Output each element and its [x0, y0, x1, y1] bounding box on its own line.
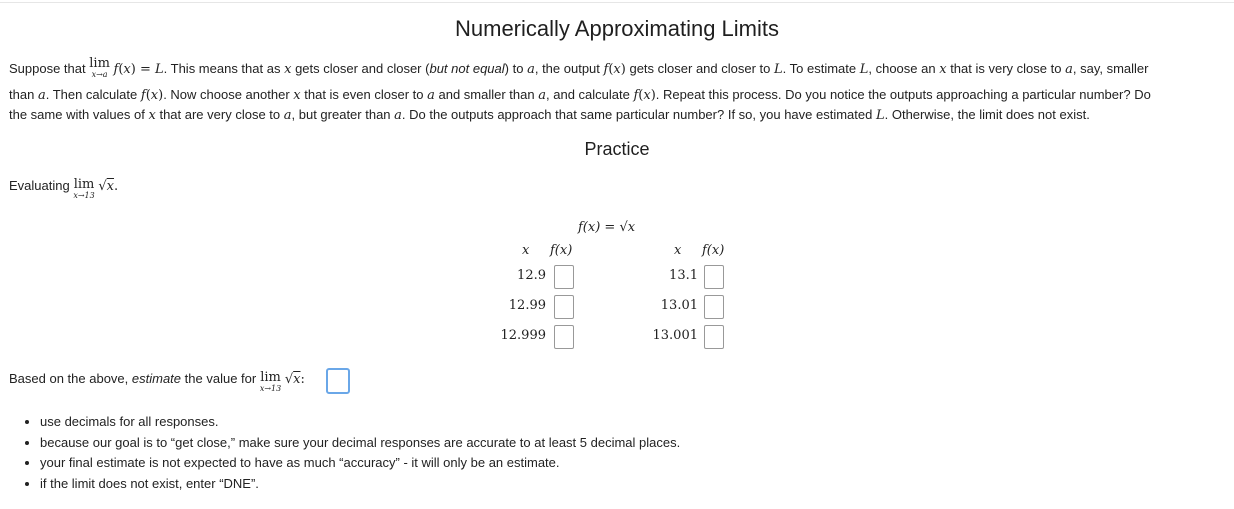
- fx-input-13.001[interactable]: [704, 325, 724, 349]
- fx-header: f(x): [702, 243, 725, 258]
- list-item: • if the limit does not exist, enter “DNE”.: [40, 474, 680, 495]
- function-label: f(x) = √x: [578, 220, 636, 235]
- intro-paragraph-line3: the same with values of x that are very close to a, but greater than a. Do the outputs approach that same particular number? If so, you have estimated L. Otherwise, the limit does not exist.: [9, 107, 1090, 123]
- fx-input-13.01[interactable]: [704, 295, 724, 319]
- evaluating-label: Evaluating lim x→13 √x.: [9, 177, 119, 200]
- limit-expression: lim x→a: [89, 56, 110, 79]
- instructions-list: [22, 412, 680, 494]
- fx-header: f(x): [550, 243, 573, 258]
- fx-input-13.1[interactable]: [704, 265, 724, 289]
- x-header: x: [522, 243, 530, 258]
- limit-estimate-input[interactable]: [326, 368, 350, 394]
- practice-heading: Practice: [584, 139, 650, 159]
- list-item: • your final estimate is not expected to have as much “accuracy” - it will only be an estimate.: [40, 453, 680, 474]
- page-title: Numerically Approximating Limits: [455, 16, 779, 41]
- intro-paragraph-line2: than a. Then calculate f(x). Now choose another x that is even closer to a and smaller than a, and calculate f(x). Repeat this process. Do you notice the outputs approaching a particular number? Do: [9, 87, 1151, 103]
- list-item: • use decimals for all responses.: [40, 412, 680, 433]
- intro-paragraph: Suppose that lim x→a f(x) = L. This means that as x gets closer and closer (but not equal) to a, the output f(x) gets closer and closer to L. To estimate L, choose an x that is very close to a, say, smaller: [9, 56, 1149, 79]
- x-header: x: [674, 243, 682, 258]
- top-divider: [0, 2, 1234, 3]
- fx-input-12.99[interactable]: [554, 295, 574, 319]
- fx-input-12.999[interactable]: [554, 325, 574, 349]
- list-item: • because our goal is to “get close,” make sure your decimal responses are accurate to at least 5 decimal places.: [40, 433, 680, 454]
- fx-input-12.9[interactable]: [554, 265, 574, 289]
- estimate-prompt: Based on the above, estimate the value for lim x→13 √x:: [9, 370, 305, 393]
- intro-text: Suppose that: [9, 61, 86, 76]
